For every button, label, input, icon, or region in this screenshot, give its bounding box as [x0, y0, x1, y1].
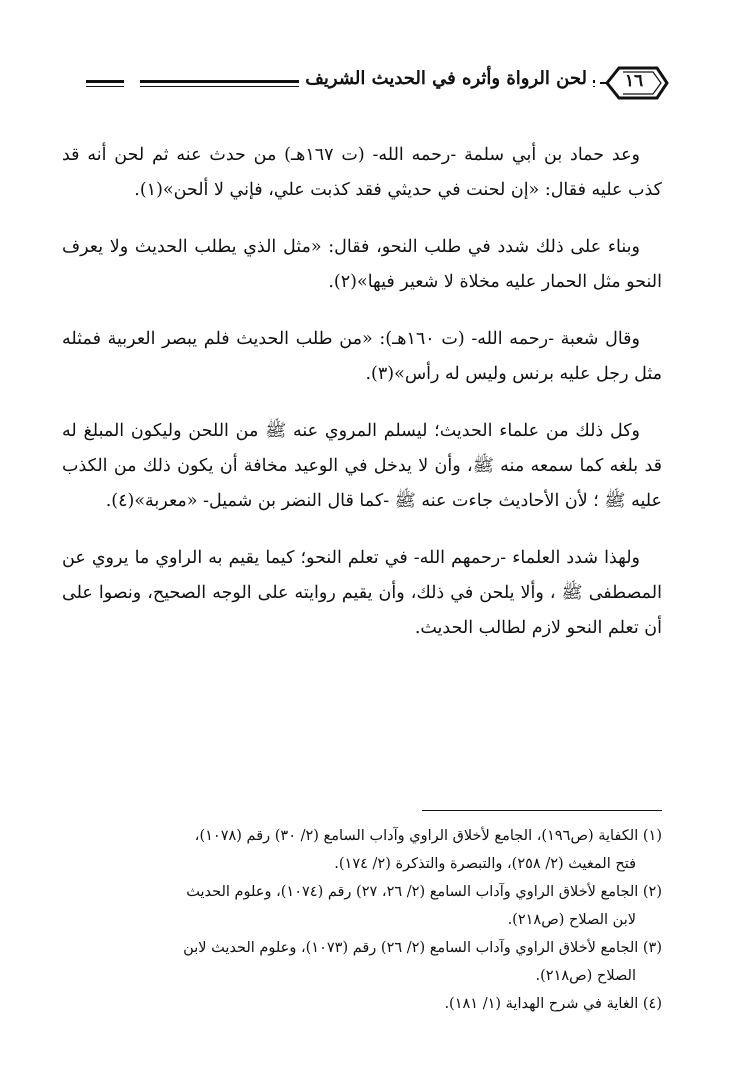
- page-number: ١٦: [624, 71, 644, 91]
- footnote-item: [52, 822, 662, 878]
- footnote-line: فتح المغيث (٢/ ٢٥٨)، والتبصرة والتذكرة (٢/ ١٧٤).: [334, 856, 636, 872]
- footnote-item: [52, 934, 662, 990]
- footnote-item: [52, 878, 662, 934]
- footnotes: [52, 822, 662, 1018]
- footnote-line: لابن الصلاح (ص٢١٨).: [507, 912, 636, 928]
- running-title: لحن الرواة وأثره في الحديث الشريف: [299, 68, 593, 89]
- paragraph: ولهذا شدد العلماء -رحمهم الله- في تعلم النحو؛ كيما يقيم به الراوي ما يروي عن المصطفى ﷺ ، وألا يلحن في ذلك، وأن يقيم روايته على الوجه الصحيح، ونصوا على أن تعلم النحو لازم لطالب الحديث.: [62, 548, 662, 638]
- header-rule-left: [86, 80, 124, 83]
- page-header: [0, 58, 740, 118]
- paragraph: وعد حماد بن أبي سلمة -رحمه الله- (ت ١٦٧هـ) من حدث عنه ثم لحن أنه قد كذب عليه فقال: «إن لحنت في حديثي فقد كذبت علي، فإني لا ألحن»(١).: [62, 145, 662, 200]
- footnote-line: (٤) الغاية في شرح الهداية (١/ ١٨١).: [444, 996, 662, 1012]
- footnote-separator: [422, 810, 662, 811]
- main-text: [62, 138, 662, 668]
- footnote-line: الصلاح (ص٢١٨).: [535, 968, 636, 984]
- paragraph: وقال شعبة -رحمه الله- (ت ١٦٠هـ): «من طلب الحديث فلم يبصر العربية فمثله مثل رجل عليه برنس وليس له رأس»(٣).: [62, 329, 662, 384]
- paragraph: وبناء على ذلك شدد في طلب النحو، فقال: «مثل الذي يطلب الحديث ولا يعرف النحو مثل الحمار عليه مخلاة لا شعير فيها»(٢).: [62, 237, 662, 292]
- paragraph: وكل ذلك من علماء الحديث؛ ليسلم المروي عنه ﷺ من اللحن وليكون المبلغ له قد بلغه كما سمعه منه ﷺ، وأن لا يدخل في الوعيد مخافة أن يكون ذلك من الكذب عليه ﷺ ؛ لأن الأحاديث جاءت عنه ﷺ -كما قال النضر بن شميل- «معربة»(٤).: [62, 421, 662, 511]
- footnote-line: (٣) الجامع لأخلاق الراوي وآداب السامع (٢/ ٢٦) رقم (١٠٧٣)، وعلوم الحديث لابن: [183, 940, 662, 956]
- footnote-item: [52, 990, 662, 1018]
- footnote-line: (١) الكفاية (ص١٩٦)، الجامع لأخلاق الراوي وآداب السامع (٢/ ٣٠) رقم (١٠٧٨)،: [194, 828, 662, 844]
- footnote-line: (٢) الجامع لأخلاق الراوي وآداب السامع (٢/ ٢٦، ٢٧) رقم (١٠٧٤)، وعلوم الحديث: [186, 884, 662, 900]
- header-rule-left-thin: [86, 86, 124, 87]
